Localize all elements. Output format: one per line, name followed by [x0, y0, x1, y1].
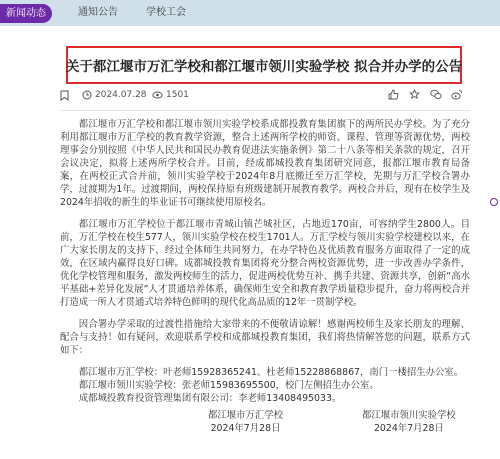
top-nav: [0, 0, 500, 26]
nav-tab-union[interactable]: 学校工会: [146, 7, 186, 18]
signature-name: 都江堰市万汇学校: [208, 410, 284, 421]
contact-line: 都江堰市领川实验学校：张老师15983695500，校门左侧招生办公室。: [78, 380, 379, 391]
signature-area: [60, 409, 470, 439]
contact-line: 都江堰市万汇学校：叶老师15928365241、杜老师15228868867，南门一楼招生办公室。: [78, 367, 464, 378]
signature-date: 2024年7月28日: [373, 423, 444, 434]
signature-wanhui: [208, 409, 283, 435]
side-float-dot-icon[interactable]: [490, 198, 498, 206]
nav-tab-notices[interactable]: 通知公告: [78, 7, 118, 18]
signature-date: 2024年7月28日: [210, 423, 281, 434]
article-paragraph: 都江堰市万汇学校和都江堰市领川实验学校系成都投教育集团旗下的两所民办学校。为了充分利用都江堰市万汇学校的教育教学资源，整合上述两所学校的师资、课程、管理等资源优势，两校理事会分别按照《中华人民共和国民办教育促进法实施条例》第二十八条等相关条款的规定，召开会议决定，拟将上述两所学校合并。目前，经成都城投教育集团研究同意，报都江堰市教育局备案，在两校正式合并前，领川实验学校于2024年8月底搬迁至万汇学校，先期与万汇学校合署办学，过渡期为1年。过渡期间，两校保持原有班级建制开展教育教学。两校合并后，现有在校学生及2024年招收的新生的毕业证书可继续使用原校名。: [60, 119, 470, 208]
views-text: 1501: [166, 90, 189, 100]
meta-divider: [60, 110, 470, 111]
weibo-icon[interactable]: [451, 89, 462, 100]
contact-line: 成都城投教育投资管理集团有限公司：李老师13408495033。: [78, 393, 342, 404]
nav-tab-news[interactable]: 新闻动态: [0, 4, 52, 23]
clock-icon: [82, 90, 92, 100]
thumb-up-icon[interactable]: [388, 89, 399, 100]
article-meta: [60, 88, 470, 104]
wechat-icon[interactable]: [430, 89, 441, 100]
signature-name: 都江堰市领川实验学校: [362, 410, 456, 421]
bookmark-icon[interactable]: [60, 90, 69, 101]
eye-icon: [152, 90, 163, 100]
article-title: 关于都江堰市万汇学校和都江堰市领川实验学校 拟合并办学的公告: [65, 59, 463, 75]
view-count: [152, 90, 189, 100]
article-title-box: [66, 46, 462, 84]
signature-lingchuan: [362, 409, 456, 435]
date-text: 2024.07.28: [95, 90, 147, 100]
article-paragraph: 都江堰市万汇学校位于都江堰市青城山镇芒城社区，占地近170亩，可容纳学生2800人。目前，万汇学校在校生577人，领川实验学校在校生1701人。万汇学校与领川实验学校建校以来，在广大家长朋友的支持下，经过全体师生共同努力，在办学特色及优质教育服务方面取得了一定的成效，在区域内赢得良好口碑。成都城投教育集团将充分整合两校资源优势，进一步改善办学条件，优化学校管理和服务，激发两校师生的活力，促进两校优势互补、携手共建、资源共享，创新“高水平基础+差异化发展”人才贯通培养体系，确保师生安全和教育教学质量稳步提升，奋力将两校合并打造成一所人才贯通式培养特色鲜明的现代化高品质的12年一贯制学校。: [60, 219, 470, 308]
contact-list: [60, 366, 470, 405]
publish-date: [82, 90, 147, 100]
star-icon[interactable]: [409, 89, 420, 100]
article-body: [60, 118, 470, 415]
article-paragraph: 因合署办学采取的过渡性措施给大家带来的不便敬请谅解！感谢两校师生及家长朋友的理解、配合与支持！如有疑问，欢迎联系学校和成都城投教育集团，我们将热情解答您的问题，联系方式如下：: [60, 319, 470, 356]
